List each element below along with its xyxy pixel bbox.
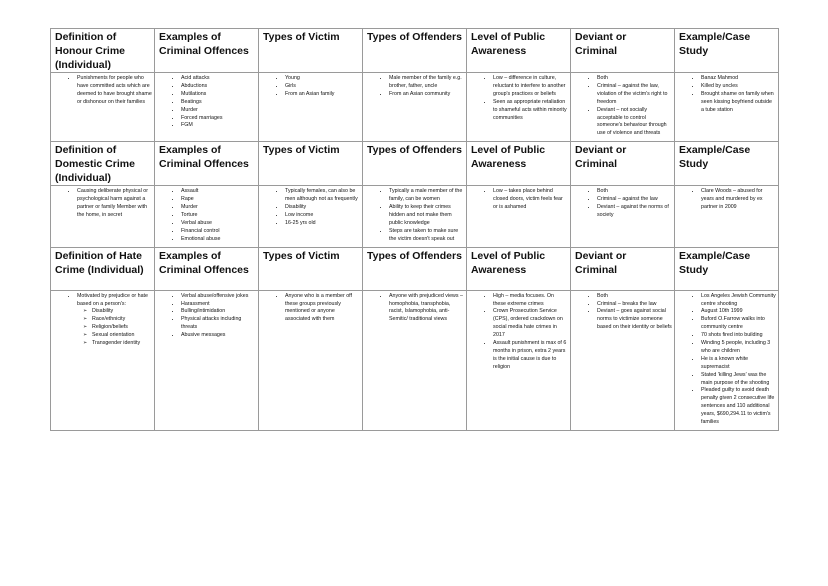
list-item: • Emotional abuse [181, 236, 256, 244]
content-cell-victim [259, 73, 363, 142]
header-cell-definition [51, 247, 155, 290]
content-cell-case-study [675, 186, 779, 247]
content-row [51, 186, 779, 247]
list-item: • Both [597, 188, 672, 196]
content-cell-case-study [675, 290, 779, 430]
content-cell-definition [51, 73, 155, 142]
header-cell-victim [259, 247, 363, 290]
sub-list [77, 308, 152, 348]
list-item: • Beatings [181, 99, 256, 107]
list-item: • He is a known white supremacist [701, 356, 776, 372]
bullet-list [53, 188, 152, 220]
list-item: • Physical attacks including threats [181, 316, 256, 332]
header-cell-awareness [467, 142, 571, 186]
bullet-list [261, 293, 360, 325]
list-item: • Typically females, can also be men although not as frequently [285, 188, 360, 204]
column-heading: Definition of Honour Crime (Individual) [55, 31, 126, 71]
list-item: • Verbal abuse/offensive jokes [181, 293, 256, 301]
list-item: • Disability [285, 204, 360, 212]
list-item: • Winding 5 people, including 3 who are children [701, 340, 776, 356]
list-item: • Rape [181, 196, 256, 204]
header-cell-deviant [571, 29, 675, 73]
column-heading: Level of Public Awareness [471, 144, 546, 171]
list-item: • Murder [181, 204, 256, 212]
list-item: • Banaz Mahmod [701, 75, 776, 83]
bullet-list [677, 188, 776, 212]
column-heading: Deviant or Criminal [575, 31, 627, 57]
header-cell-case-study [675, 29, 779, 73]
bullet-list [573, 293, 672, 333]
bullet-list [365, 293, 464, 325]
list-item: • FGM [181, 122, 256, 130]
list-item: • Crown Prosecution Service (CPS), ordered crackdown on social media hate crimes in 2017 [493, 308, 568, 340]
column-heading: Types of Victim [263, 31, 340, 43]
column-heading: Types of Offenders [367, 144, 462, 157]
list-item: • Anyone with prejudiced views – homophobia, transphobia, racist, Islamophobia, anti-Semitic/ traditional views [389, 293, 464, 325]
content-cell-examples [155, 290, 259, 430]
content-cell-definition [51, 290, 155, 430]
bullet-list [53, 293, 152, 348]
list-item: • Criminal – against the law, violation of the victim's right to freedom [597, 83, 672, 107]
header-cell-offenders [363, 247, 467, 290]
content-cell-victim [259, 186, 363, 247]
list-item: • Mutilations [181, 91, 256, 99]
column-heading: Examples of Criminal Offences [159, 249, 249, 276]
list-item: • Typically a male member of the family, can be women [389, 188, 464, 204]
list-item: • Causing deliberate physical or psychological harm against a partner or family Member with the home, in secret [77, 188, 152, 220]
bullet-list [469, 188, 568, 212]
bullet-list [365, 75, 464, 99]
column-heading: Level of Public Awareness [471, 249, 546, 276]
list-item: • 70 shots fired into building [701, 332, 776, 340]
column-heading: Types of Victim [263, 249, 340, 262]
bullet-list [469, 75, 568, 122]
list-item: • Abusive messages [181, 332, 256, 340]
list-item: • Low – difference in culture, reluctant to interfere to another group's practices or beliefs [493, 75, 568, 99]
list-item: • Abductions [181, 83, 256, 91]
header-cell-case-study [675, 142, 779, 186]
content-cell-awareness [467, 290, 571, 430]
list-item: • Young [285, 75, 360, 83]
header-cell-case-study [675, 247, 779, 290]
list-item: • Steps are taken to make sure the victim doesn't speak out [389, 228, 464, 244]
list-item: • Killed by uncles [701, 83, 776, 91]
list-item: • Financial control [181, 228, 256, 236]
list-item: • Acid attacks [181, 75, 256, 83]
list-item: • Deviant – against the norms of society [597, 204, 672, 220]
header-cell-offenders [363, 29, 467, 73]
sub-list-item: ➢ Sexual orientation [92, 332, 152, 340]
content-cell-case-study [675, 73, 779, 142]
header-cell-victim [259, 142, 363, 186]
list-item: • August 10th 1999 [701, 308, 776, 316]
list-item: • Murder [181, 107, 256, 115]
header-cell-offenders [363, 142, 467, 186]
sub-list-item: ➢ Transgender identity [92, 340, 152, 348]
column-heading: Types of Offenders [367, 249, 462, 262]
list-item: • Deviant – not socially acceptable to control someone's behaviour through use of violence and threats [597, 107, 672, 139]
list-item: • Girls [285, 83, 360, 91]
header-row [51, 247, 779, 290]
header-cell-awareness [467, 29, 571, 73]
list-item: • Stated 'killing Jews' was the main purpose of the shooting [701, 372, 776, 388]
content-cell-definition [51, 186, 155, 247]
content-cell-examples [155, 186, 259, 247]
content-cell-deviant [571, 73, 675, 142]
header-cell-examples [155, 29, 259, 73]
list-item: • Both [597, 293, 672, 301]
content-cell-offenders [363, 290, 467, 430]
bullet-list [365, 188, 464, 243]
bullet-list [677, 293, 776, 427]
content-cell-victim [259, 290, 363, 430]
list-item: • Deviant – goes against social norms to victimize someone based on their identity or beliefs [597, 308, 672, 332]
list-item: • From an Asian family [285, 91, 360, 99]
list-item: • Torture [181, 212, 256, 220]
column-heading: Types of Victim [263, 144, 340, 157]
content-cell-examples [155, 73, 259, 142]
content-cell-deviant [571, 186, 675, 247]
list-item: • Male member of the family e.g. brother, father, uncle [389, 75, 464, 91]
column-heading: Example/Case Study [679, 249, 751, 276]
bullet-list [157, 293, 256, 340]
sub-list-item: ➢ Disability [92, 308, 152, 316]
list-item: • Clare Woods – abused for years and murdered by ex partner in 2009 [701, 188, 776, 212]
list-item: • High – media focuses. On these extreme crimes [493, 293, 568, 309]
list-item: • Anyone who is a member off these groups previously mentioned or anyone associated with them [285, 293, 360, 325]
bullet-list [677, 75, 776, 115]
content-cell-offenders [363, 73, 467, 142]
list-item [77, 293, 152, 348]
bullet-list [261, 75, 360, 99]
header-cell-awareness [467, 247, 571, 290]
column-heading: Level of Public Awareness [471, 31, 546, 57]
content-cell-awareness [467, 73, 571, 142]
list-item: • Harassment [181, 301, 256, 309]
list-item: • 16-25 yrs old [285, 220, 360, 228]
list-item: • Los Angeles Jewish Community centre shooting [701, 293, 776, 309]
list-item: • Seen as appropriate retaliation to shameful acts within minority communities [493, 99, 568, 123]
list-item: • Punishments for people who have committed acts which are deemed to have brought shame or dishonour on their families [77, 75, 152, 107]
header-cell-definition [51, 29, 155, 73]
list-item: • Verbal abuse [181, 220, 256, 228]
column-heading: Examples of Criminal Offences [159, 144, 249, 171]
column-heading: Deviant or Criminal [575, 144, 627, 171]
sub-list-item: ➢ Race/ethnicity [92, 316, 152, 324]
header-cell-definition [51, 142, 155, 186]
header-cell-examples [155, 142, 259, 186]
bullet-list [261, 188, 360, 228]
column-heading: Example/Case Study [679, 31, 751, 57]
column-heading: Example/Case Study [679, 144, 751, 171]
header-cell-examples [155, 247, 259, 290]
sub-list-item: ➢ Religion/beliefs [92, 324, 152, 332]
list-item: • Criminal – against the law [597, 196, 672, 204]
list-item: • Low income [285, 212, 360, 220]
header-row [51, 29, 779, 73]
list-item: • Bulling/intimidation [181, 308, 256, 316]
column-heading: Definition of Hate Crime (Individual) [55, 249, 144, 276]
bullet-list [573, 188, 672, 220]
content-cell-deviant [571, 290, 675, 430]
bullet-list [157, 75, 256, 130]
content-cell-awareness [467, 186, 571, 247]
table-body [51, 29, 779, 431]
bullet-list [53, 75, 152, 107]
crime-comparison-table [50, 28, 779, 431]
bullet-list [157, 188, 256, 243]
list-item: • Forced marriages [181, 115, 256, 123]
list-item: • Ability to keep their crimes hidden and not make them public knowledge [389, 204, 464, 228]
list-item: • Assault punishment is max of 6 months in prison, extra 2 years is the initial cause is due to religion [493, 340, 568, 372]
header-cell-victim [259, 29, 363, 73]
list-item: • Buford O.Farrow walks into community centre [701, 316, 776, 332]
list-item: • Pleaded guilty to avoid death penalty given 2 consecutive life sentences and 110 additional years, $690,294.11 to victim's families [701, 387, 776, 427]
list-item-text: Motivated by prejudice or hate based on a person's: [77, 292, 148, 307]
column-heading: Examples of Criminal Offences [159, 31, 249, 57]
bullet-list [469, 293, 568, 372]
list-item: • Both [597, 75, 672, 83]
column-heading: Deviant or Criminal [575, 249, 627, 276]
list-item: • Low – takes place behind closed doors, victim feels fear or is ashamed [493, 188, 568, 212]
column-heading: Definition of Domestic Crime (Individual) [55, 144, 135, 185]
list-item: • Criminal – breaks the law [597, 301, 672, 309]
list-item: • From an Asian community [389, 91, 464, 99]
header-cell-deviant [571, 247, 675, 290]
content-cell-offenders [363, 186, 467, 247]
header-cell-deviant [571, 142, 675, 186]
content-row [51, 73, 779, 142]
column-heading: Types of Offenders [367, 31, 462, 43]
content-row [51, 290, 779, 430]
list-item: • Brought shame on family when seen kissing boyfriend outside a tube station [701, 91, 776, 115]
header-row [51, 142, 779, 186]
bullet-list [573, 75, 672, 138]
list-item: • Assault [181, 188, 256, 196]
